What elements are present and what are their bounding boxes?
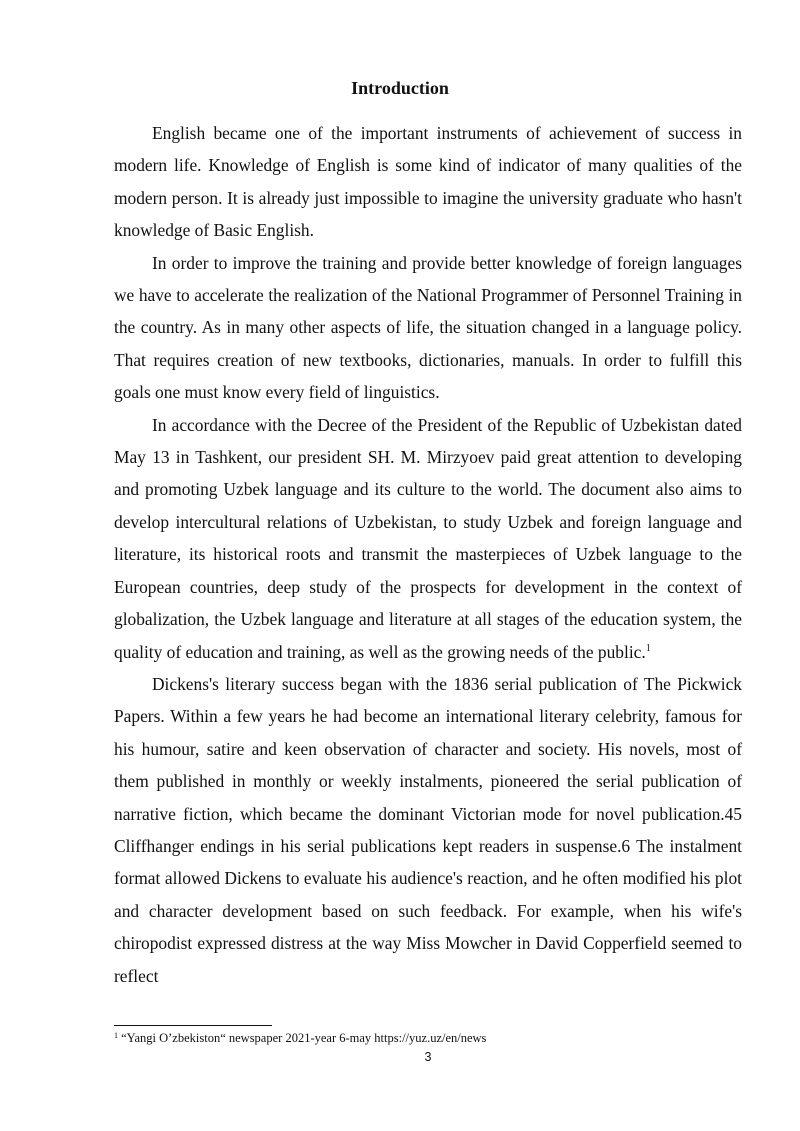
body-text [114, 117, 742, 992]
page-title: Introduction [351, 78, 449, 98]
footnote-text: “Yangi O’zbekiston“ newspaper 2021-year 6-may https://yuz.uz/en/news [121, 1031, 487, 1045]
page-number: 3 [424, 1050, 432, 1064]
footnote-separator [114, 1025, 272, 1026]
paragraph-4 [114, 668, 742, 992]
paragraph-4-text: Dickens's literary success began with the 1836 serial publication of The Pickwick Papers. Within a few years he had become an international literary celebrity, famous for his humour, satire and keen observation of character and society. His novels, most of them published in monthly or weekly instalments, pioneered the serial publication of narrative fiction, which became the dominant Victorian mode for novel publication.45 Cliffhanger endings in his serial publications kept readers in suspense.6 The instalment format allowed Dickens to evaluate his audience's reaction, and he often modified his plot and character development based on such feedback. For example, when his wife's chiropodist expressed distress at the way Miss Mowcher in David Copperfield seemed to reflect [114, 673, 742, 986]
paragraph-1 [114, 117, 742, 247]
paragraph-3 [114, 409, 742, 668]
paragraph-3-text: In accordance with the Decree of the President of the Republic of Uzbekistan dated May 13 in Tashkent, our president SH. M. Mirzyoev paid great attention to developing and promoting Uzbek language and its culture to the world. The document also aims to develop intercultural relations of Uzbekistan, to study Uzbek and foreign language and literature, its historical roots and transmit the masterpieces of Uzbek language to the European countries, deep study of the prospects for development in the context of globalization, the Uzbek language and literature at all stages of the education system, the quality of education and training, as well as the growing needs of the public. [114, 414, 742, 662]
footnote-marker: 1 [114, 1031, 118, 1040]
footnote [114, 1030, 742, 1047]
paragraph-2 [114, 247, 742, 409]
footnote-reference: 1 [645, 642, 651, 654]
paragraph-1-text: English became one of the important instruments of achievement of success in modern life. Knowledge of English is some kind of indicator of many qualities of the modern person. It is already just impossible to imagine the university graduate who hasn't knowledge of Basic English. [114, 123, 742, 241]
paragraph-2-text: In order to improve the training and provide better knowledge of foreign languages we have to accelerate the realization of the National Programmer of Personnel Training in the country. As in many other aspects of life, the situation changed in a language policy. That requires creation of new textbooks, dictionaries, manuals. In order to fulfill this goals one must know every field of linguistics. [114, 252, 742, 403]
